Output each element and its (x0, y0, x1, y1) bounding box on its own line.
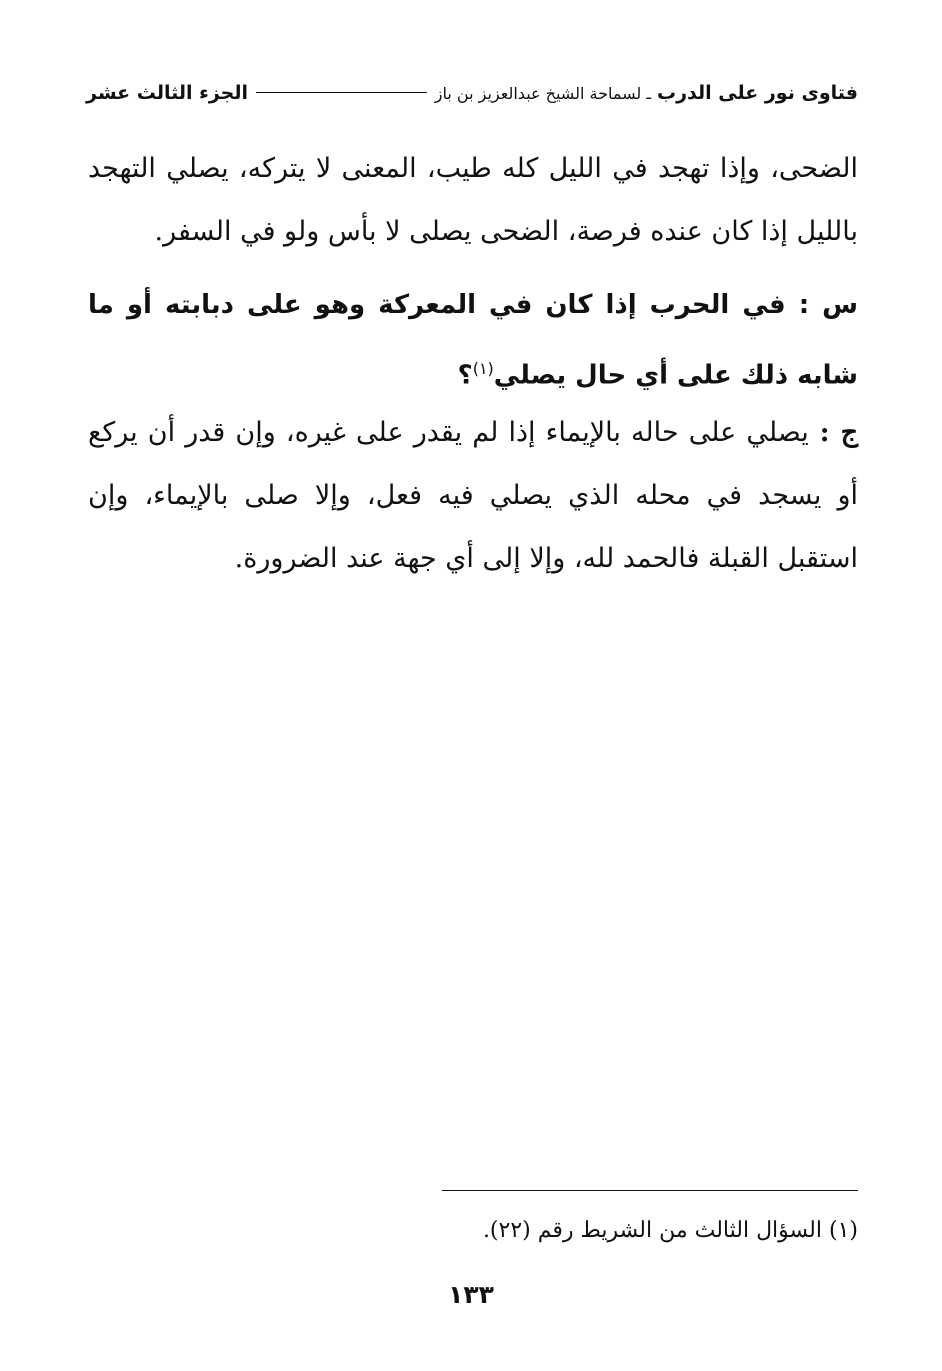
volume-part: الجزء الثالث عشر (86, 82, 249, 104)
author-name: ـ لسماحة الشيخ عبدالعزيز بن باز (434, 84, 651, 103)
answer-text: يصلي على حاله بالإيماء إذا لم يقدر على غيره، وإن قدر أن يركع أو يسجد في محله الذي يصلي فيه فعل، وإلا صلى بالإيماء، وإن استقبل القبلة فالحمد لله، وإلا إلى أي جهة عند الضرورة. (88, 417, 858, 574)
question-marker: س : (785, 290, 858, 320)
footnote (300, 1214, 858, 1248)
question-paragraph (88, 274, 858, 408)
question-mark: ؟ (457, 360, 473, 391)
question-text: في الحرب إذا كان في المعركة وهو على دبابته أو ما شابه ذلك على أي حال يصلي (88, 290, 858, 391)
continued-text: الضحى، وإذا تهجد في الليل كله طيب، المعنى لا يتركه، يصلي التهجد بالليل إذا كان عنده فرصة، الضحى يصلى لا بأس ولو في السفر. (88, 153, 858, 247)
continued-paragraph (88, 137, 858, 263)
footnote-reference[interactable]: (١) (472, 359, 494, 378)
book-title: فتاوى نور على الدرب (657, 82, 858, 104)
running-header (86, 82, 858, 116)
footnote-number: (١) (828, 1218, 858, 1243)
answer-paragraph (88, 401, 858, 590)
answer-marker: ج : (808, 417, 858, 448)
page-number: ١٣٣ (448, 1280, 494, 1309)
footnote-divider (442, 1190, 858, 1191)
header-rule (256, 92, 427, 93)
footnote-text: السؤال الثالث من الشريط رقم (٢٢). (482, 1218, 822, 1243)
